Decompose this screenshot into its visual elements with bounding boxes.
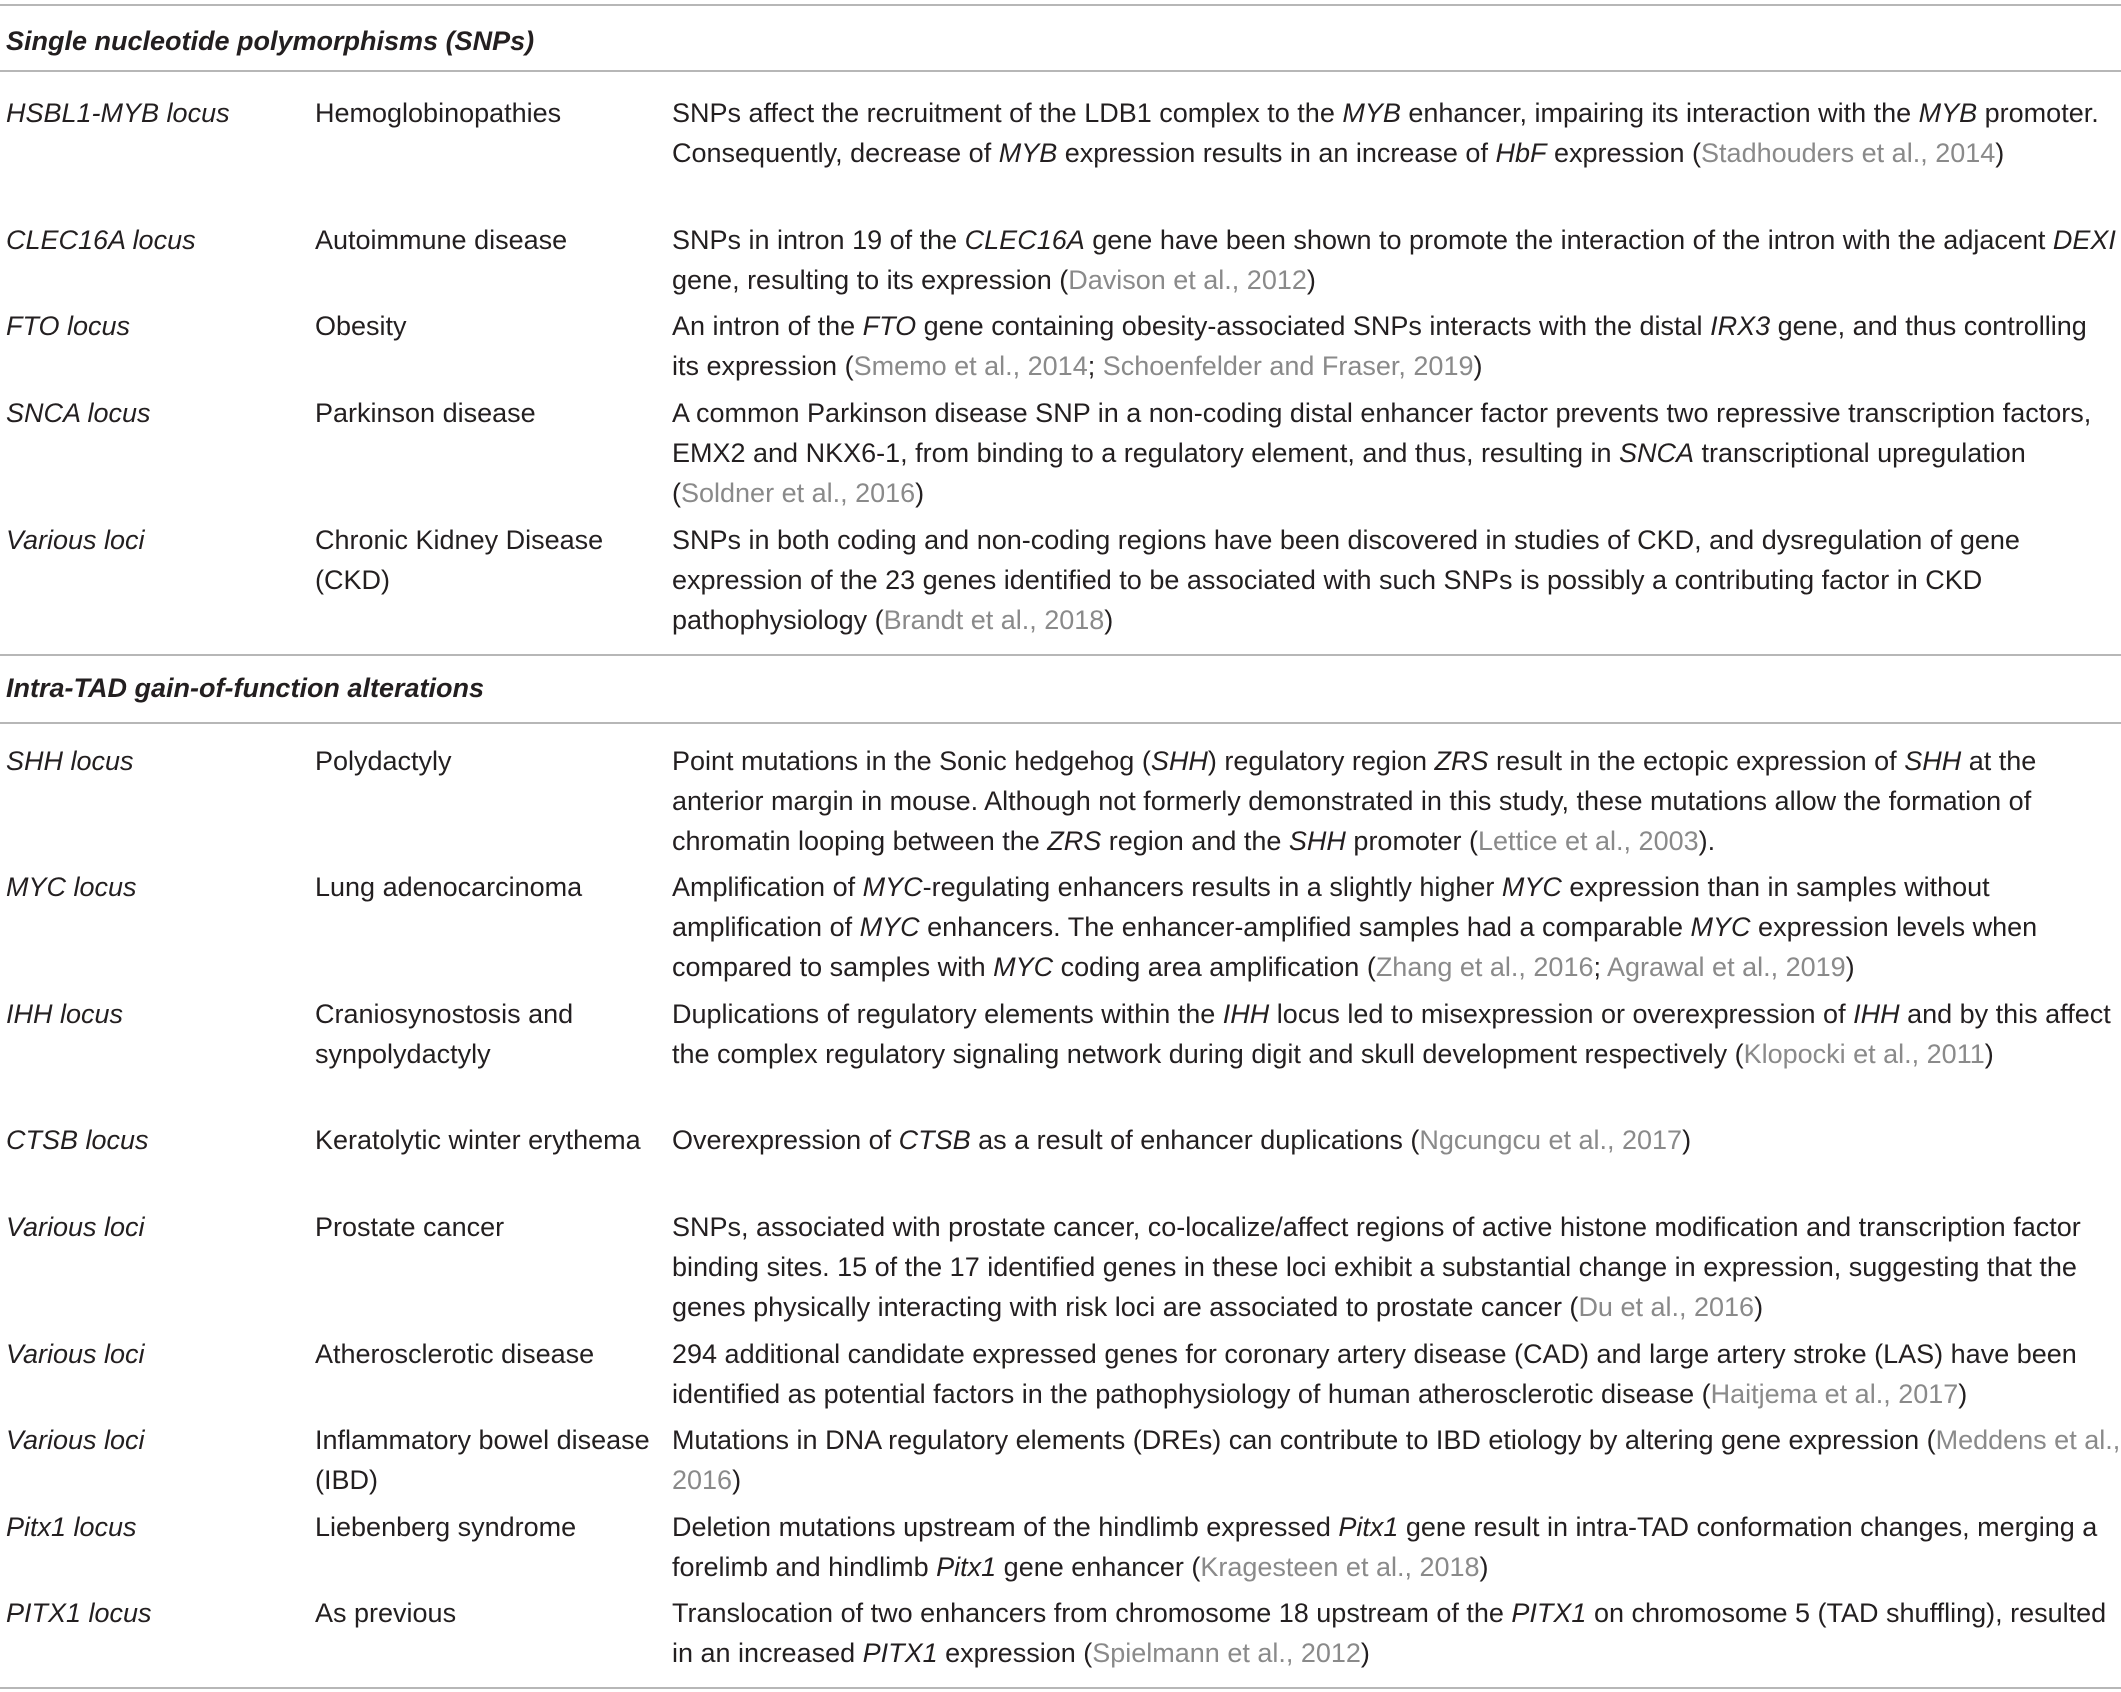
description-text: ). [1698,826,1716,856]
description-text: ) [1682,1125,1692,1155]
reference-link[interactable]: Soldner et al., 2016 [681,478,916,508]
description-cell [672,1120,2121,1160]
disease-cell: Atherosclerotic disease [315,1339,595,1369]
description-text: Mutations in DNA regulatory elements (DREs) can contribute to IBD etiology by altering gene expression ( [672,1425,1936,1455]
description-text: gene have been shown to promote the interaction of the intron with the adjacent [1084,225,2053,255]
reference-link[interactable]: Smemo et al., 2014 [853,351,1088,381]
top-rule [0,4,2121,6]
gene-name: CLEC16A [964,225,1085,255]
description-text: region and the [1101,826,1289,856]
reference-link[interactable]: Brandt et al., 2018 [883,605,1105,635]
section-title-snps: Single nucleotide polymorphisms (SNPs) [6,26,535,56]
description-cell [672,994,2121,1074]
locus-cell: CTSB locus [6,1125,149,1155]
reference-link[interactable]: Kragesteen et al., 2018 [1200,1552,1480,1582]
gene-name: MYC [859,912,920,942]
description-cell [672,1334,2121,1414]
description-cell [672,520,2121,640]
disease-cell: Chronic Kidney Disease (CKD) [315,525,604,595]
description-text: gene, resulting to its expression ( [672,265,1069,295]
gene-name: SHH [1150,746,1208,776]
gene-name: HbF [1495,138,1547,168]
description-text: SNPs, associated with prostate cancer, co-localize/affect regions of active histone modification and transcription factor binding sites. 15 of the 17 identified genes in these loci exhibit a substantial change in expression, suggesting that the genes physically interacting with risk loci are associated to prostate cancer ( [672,1212,2081,1322]
description-text: as a result of enhancer duplications ( [970,1125,1420,1155]
disease-cell: As previous [315,1598,457,1628]
description-text: ) [1754,1292,1764,1322]
section-rule [0,654,2121,656]
reference-link[interactable]: Spielmann et al., 2012 [1092,1638,1361,1668]
description-text: SNPs in both coding and non-coding regions have been discovered in studies of CKD, and dysregulation of gene expression of the 23 genes identified to be associated with such SNPs is possibly a contributing factor in CKD pathophysiology ( [672,525,2020,635]
locus-cell: MYC locus [6,872,137,902]
description-text: coding area amplification ( [1053,952,1376,982]
locus-cell: Various loci [6,1339,145,1369]
reference-link[interactable]: Schoenfelder and Fraser, 2019 [1102,351,1474,381]
description-text: SNPs affect the recruitment of the LDB1 complex to the [672,98,1343,128]
section-rule [0,70,2121,72]
description-text: Amplification of [672,872,863,902]
locus-cell: Various loci [6,525,145,555]
description-cell [672,393,2121,513]
locus-cell: FTO locus [6,311,131,341]
bottom-rule [0,1687,2121,1689]
locus-cell: SHH locus [6,746,134,776]
gene-name: MYC [1501,872,1562,902]
description-cell [672,867,2121,987]
description-text: at the anterior margin in mouse. Although not formerly demonstrated in this study, these mutations allow the formation of chromatin looping between the [672,746,2037,856]
description-text: ; [1087,351,1103,381]
description-text: ; [1593,952,1607,982]
description-text: Duplications of regulatory elements within the [672,999,1223,1029]
reference-link[interactable]: Klopocki et al., 2011 [1743,1039,1985,1069]
disease-cell: Polydactyly [315,746,452,776]
reference-link[interactable]: Stadhouders et al., 2014 [1701,138,1996,168]
reference-link[interactable]: Davison et al., 2012 [1068,265,1307,295]
gene-name: IHH [1853,999,1900,1029]
description-cell [672,741,2121,861]
description-text: Translocation of two enhancers from chromosome 18 upstream of the [672,1598,1512,1628]
description-text: Point mutations in the Sonic hedgehog ( [672,746,1151,776]
description-text: SNPs in intron 19 of the [672,225,965,255]
description-text: An intron of the [672,311,863,341]
description-cell [672,1207,2121,1327]
locus-cell: CLEC16A locus [6,225,196,255]
description-cell [672,220,2121,300]
description-cell [672,1507,2121,1587]
reference-link[interactable]: Ngcungcu et al., 2017 [1419,1125,1683,1155]
description-text: ) [1306,265,1316,295]
reference-link[interactable]: Haitjema et al., 2017 [1710,1379,1959,1409]
locus-cell: Various loci [6,1425,145,1455]
description-text: gene result in intra-TAD conformation changes, merging a forelimb and hindlimb [672,1512,2098,1582]
disease-cell: Liebenberg syndrome [315,1512,577,1542]
gene-name: MYB [1918,98,1978,128]
description-text: ) [1479,1552,1489,1582]
description-cell [672,1593,2121,1673]
gene-name: IRX3 [1710,311,1771,341]
gene-name: MYB [998,138,1058,168]
disease-cell: Lung adenocarcinoma [315,872,583,902]
description-text: ) [732,1465,742,1495]
gene-name: MYB [1342,98,1401,128]
description-text: ) [1473,351,1483,381]
description-text: ) regulatory region [1207,746,1435,776]
disease-cell: Autoimmune disease [315,225,568,255]
locus-cell: PITX1 locus [6,1598,152,1628]
gene-name: MYC [862,872,923,902]
disease-cell: Keratolytic winter erythema [315,1125,641,1155]
description-text: Deletion mutations upstream of the hindlimb expressed [672,1512,1339,1542]
gene-name: Pitx1 [1338,1512,1399,1542]
description-cell [672,93,2121,173]
gene-name: CTSB [898,1125,971,1155]
gene-name: SHH [1904,746,1962,776]
description-text: ) [1104,605,1114,635]
description-text: transcriptional upregulation ( [672,438,2026,508]
description-text: ) [1360,1638,1370,1668]
description-text: expression levels when compared to samples with [672,912,2038,982]
description-text: expression ( [1546,138,1702,168]
description-text: gene enhancer ( [996,1552,1201,1582]
description-text: ) [1958,1379,1968,1409]
disease-cell: Hemoglobinopathies [315,98,562,128]
gene-name: FTO [862,311,917,341]
gene-name: IHH [1222,999,1270,1029]
disease-cell: Craniosynostosis and synpolydactyly [315,999,574,1069]
description-text: 294 additional candidate expressed genes for coronary artery disease (CAD) and large artery stroke (LAS) have been identified as potential factors in the pathophysiology of human atherosclerotic disease ( [672,1339,2077,1409]
description-text: Overexpression of [672,1125,899,1155]
description-text: ) [915,478,925,508]
description-cell [672,306,2121,386]
gene-name: MYC [1690,912,1751,942]
description-text: -regulating enhancers results in a slightly higher [922,872,1502,902]
locus-cell: IHH locus [6,999,124,1029]
description-text: gene containing obesity-associated SNPs interacts with the distal [916,311,1711,341]
description-text: enhancers. The enhancer-amplified samples had a comparable [919,912,1691,942]
gene-name: SHH [1288,826,1346,856]
description-text: gene, and thus controlling its expression ( [672,311,2087,381]
gene-name: SNCA [1619,438,1695,468]
gene-name: MYC [993,952,1054,982]
reference-link[interactable]: Meddens et al., 2016 [672,1425,2121,1495]
gene-name: DEXI [2052,225,2116,255]
gene-name: PITX1 [862,1638,938,1668]
description-text: promoter. Consequently, decrease of [672,98,2099,168]
gene-name: Pitx1 [936,1552,997,1582]
reference-link[interactable]: Lettice et al., 2003 [1477,826,1699,856]
description-text: A common Parkinson disease SNP in a non-coding distal enhancer factor prevents two repressive transcription factors, EMX2 and NKX6-1, from binding to a regulatory element, and thus, resulting in [672,398,2092,468]
reference-link[interactable]: Zhang et al., 2016 [1375,952,1594,982]
description-text: ) [1995,138,2005,168]
description-text: ) [1845,952,1855,982]
section-rule [0,722,2121,724]
description-text: expression than in samples without amplification of [672,872,1990,942]
description-text: ) [1984,1039,1994,1069]
description-text: expression results in an increase of [1057,138,1496,168]
locus-cell: Pitx1 locus [6,1512,137,1542]
gene-name: PITX1 [1511,1598,1587,1628]
description-text: enhancer, impairing its interaction with the [1400,98,1919,128]
locus-cell: HSBL1-MYB locus [6,98,230,128]
locus-cell: Various loci [6,1212,145,1242]
disease-cell: Prostate cancer [315,1212,505,1242]
locus-cell: SNCA locus [6,398,151,428]
description-text: result in the ectopic expression of [1488,746,1905,776]
description-text: promoter ( [1345,826,1478,856]
description-text: and by this affect the complex regulatory signaling network during digit and skull development respectively ( [672,999,2111,1069]
disease-cell: Parkinson disease [315,398,536,428]
gene-name: ZRS [1434,746,1489,776]
gene-name: ZRS [1047,826,1102,856]
reference-link[interactable]: Du et al., 2016 [1578,1292,1755,1322]
description-text: on chromosome 5 (TAD shuffling), resulted in an increased [672,1598,2107,1668]
description-text: expression ( [937,1638,1093,1668]
reference-link[interactable]: Agrawal et al., 2019 [1607,952,1846,982]
disease-cell: Obesity [315,311,407,341]
description-text: locus led to misexpression or overexpression of [1269,999,1854,1029]
disease-cell: Inflammatory bowel disease (IBD) [315,1425,650,1495]
section-title-intra-tad: Intra-TAD gain-of-function alterations [6,673,484,703]
description-cell [672,1420,2121,1500]
